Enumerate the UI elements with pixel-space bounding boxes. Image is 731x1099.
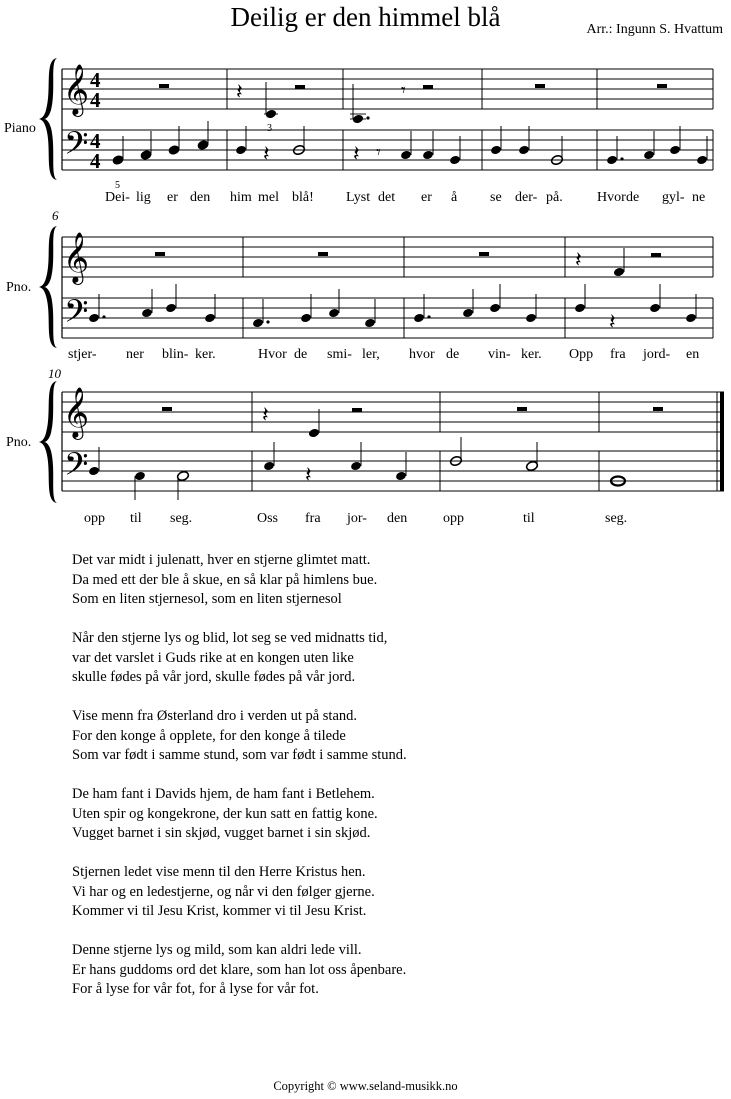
instrument-name: Piano <box>4 121 36 136</box>
verse-line: skulle fødes på vår jord, skulle fødes på vår jord. <box>72 669 356 685</box>
quarter-rest-icon: 𝄽 <box>262 402 269 427</box>
bass-clef-icon: 𝄢 <box>64 448 89 490</box>
lyric-syllable: stjer- <box>68 347 97 362</box>
barlines <box>243 237 713 338</box>
instrument-name: Pno. <box>6 435 32 450</box>
bass-staff <box>62 130 713 170</box>
half-rest-icon <box>295 85 305 89</box>
lyric-syllable: å <box>451 190 458 205</box>
lyrics-line-1 <box>105 190 705 205</box>
half-rest-icon <box>352 408 362 412</box>
lyric-syllable: den <box>190 190 211 205</box>
lyric-syllable: ker. <box>521 347 542 362</box>
eighth-rest-icon: 𝄾 <box>376 142 381 162</box>
lyric-syllable: se <box>490 190 502 205</box>
verse-line: Vi har og en ledestjerne, og når vi den følger gjerne. <box>72 883 375 900</box>
verse-line: Kommer vi til Jesu Krist, kommer vi til Jesu Krist. <box>72 903 367 919</box>
lyric-syllable: de <box>446 347 460 362</box>
lyric-syllable: seg. <box>170 511 193 526</box>
lyric-syllable: ker. <box>195 347 216 362</box>
lyric-syllable: lig <box>136 190 151 205</box>
verse-line: Vise menn fra Østerland dro i verden ut på stand. <box>72 708 358 724</box>
lyric-syllable: fra <box>610 347 626 362</box>
lyrics-line-2 <box>68 347 699 362</box>
lyric-syllable: gyl- <box>662 190 685 205</box>
verse-line: Denne stjerne lys og mild, som kan aldri lede vill. <box>72 942 362 958</box>
whole-rest-icon <box>318 252 328 256</box>
music-score <box>0 0 731 540</box>
lyric-syllable: seg. <box>605 511 628 526</box>
final-barline <box>720 392 724 491</box>
bass-clef-icon: 𝄢 <box>64 127 89 169</box>
verse-line: Da med ett der ble å skue, en så klar på himlens bue. <box>72 571 378 588</box>
time-sig-top: 4 <box>90 129 101 153</box>
lyric-syllable: blå! <box>292 190 314 205</box>
lyric-syllable: Opp <box>569 347 594 362</box>
lyric-syllable: er <box>421 190 432 205</box>
verse-stanza <box>72 941 407 1000</box>
lyric-syllable: Hvor <box>597 190 626 205</box>
whole-rest-icon <box>479 252 489 256</box>
lyric-syllable: blin- <box>162 347 189 362</box>
lyric-syllable: hvor <box>409 347 435 362</box>
treble-staff <box>62 392 724 432</box>
quarter-rest-icon: 𝄽 <box>575 247 582 272</box>
treble-clef-icon: 𝄞 <box>63 65 90 114</box>
lyric-syllable: en <box>686 347 700 362</box>
whole-rest-icon <box>653 407 663 411</box>
barlines <box>227 69 713 170</box>
measure-number: 10 <box>48 366 61 381</box>
lyric-syllable: opp <box>84 511 105 526</box>
quarter-rest-icon: 𝄽 <box>263 141 270 166</box>
verse-line: Er hans guddoms ord det klare, som han lot oss åpenbare. <box>72 961 407 978</box>
lyric-syllable: de <box>294 347 308 362</box>
quarter-rest-icon: 𝄽 <box>305 462 312 487</box>
verse-line: Når den stjerne lys og blid, lot seg se ved midnatts tid, <box>72 630 388 646</box>
verse-line: Vugget barnet i sin skjød, vugget barnet i sin skjød. <box>72 825 371 841</box>
lyric-syllable: ler, <box>362 347 380 362</box>
eighth-rest-icon: 𝄾 <box>401 80 406 100</box>
lyrics-line-3 <box>84 511 627 526</box>
bass-notes-m1 <box>112 121 209 165</box>
lyric-syllable: him <box>230 190 252 205</box>
fingering-number: 5 <box>115 180 120 191</box>
song-title: Deilig er den himmel blå <box>230 2 501 32</box>
lyric-syllable: Oss <box>257 511 279 526</box>
verse-line: Som var født i samme stund, som var født i samme stund. <box>72 747 407 763</box>
lyric-syllable: fra <box>305 511 321 526</box>
time-sig-bottom: 4 <box>90 88 101 112</box>
verses-block <box>72 551 407 1019</box>
half-rest-icon <box>651 253 661 257</box>
verse-line: De ham fant i Davids hjem, de ham fant i Betlehem. <box>72 786 375 802</box>
lyric-syllable: opp <box>443 511 464 526</box>
system-3 <box>6 366 724 526</box>
verse-line: For den konge å opplete, for den konge å tilede <box>72 727 346 744</box>
lyric-syllable: det <box>378 190 396 205</box>
treble-clef-icon: 𝄞 <box>63 233 90 282</box>
lyric-syllable: ne <box>692 190 706 205</box>
arranger-credit: Arr.: Ingunn S. Hvattum <box>586 22 723 37</box>
whole-rest-icon <box>155 252 165 256</box>
lyric-syllable: den <box>387 511 408 526</box>
quarter-rest-icon: 𝄽 <box>353 141 360 166</box>
verse-stanza <box>72 863 407 922</box>
treble-clef-icon: 𝄞 <box>63 388 90 437</box>
lyric-syllable: til <box>130 511 142 526</box>
lyric-syllable: er <box>167 190 178 205</box>
lyric-syllable: jord- <box>643 347 671 362</box>
lyric-syllable: mel <box>258 190 279 205</box>
quarter-rest-icon: 𝄽 <box>236 79 243 104</box>
lyric-syllable: smi- <box>327 347 352 362</box>
treble-staff <box>62 69 713 109</box>
bass-clef-icon: 𝄢 <box>64 295 89 337</box>
time-sig-bottom: 4 <box>90 149 101 173</box>
verse-line: Uten spir og kongekrone, der kun satt en fattig kone. <box>72 805 378 822</box>
verse-stanza <box>72 785 407 844</box>
fingering-number: 3 <box>267 123 272 134</box>
lyric-syllable: til <box>523 511 535 526</box>
lyric-syllable: på. <box>546 190 563 205</box>
whole-rest-icon <box>535 84 545 88</box>
instrument-name: Pno. <box>6 280 32 295</box>
whole-rest-icon <box>657 84 667 88</box>
verse-stanza <box>72 629 407 688</box>
quarter-rest-icon <box>423 85 433 89</box>
time-sig-top: 4 <box>90 68 101 92</box>
whole-rest-icon <box>162 407 172 411</box>
verse-line: Som en liten stjernesol, som en liten stjernesol <box>72 591 342 607</box>
measure-number: 6 <box>52 208 59 223</box>
piano-brace <box>38 226 57 348</box>
lyric-syllable: der- <box>515 190 538 205</box>
lyric-syllable: Hvor <box>258 347 287 362</box>
bass-staff <box>62 451 724 491</box>
piano-brace <box>38 381 57 503</box>
verse-stanza <box>72 707 407 766</box>
lyric-syllable: Dei- <box>105 190 130 205</box>
verse-line: For å lyse for vår fot, for å lyse for vår fot. <box>72 981 319 997</box>
lyric-syllable: jor- <box>347 511 367 526</box>
verse-stanza <box>72 551 407 610</box>
verse-line: Det var midt i julenatt, hver en stjerne glimtet matt. <box>72 552 371 568</box>
system-1 <box>4 58 713 205</box>
lyric-syllable: de <box>626 190 640 205</box>
piano-brace <box>38 58 57 180</box>
verse-line: Stjernen ledet vise menn til den Herre Kristus hen. <box>72 864 366 880</box>
lyric-syllable: Lyst <box>346 190 371 205</box>
quarter-rest-icon: 𝄽 <box>609 309 616 334</box>
lyric-syllable: ner <box>126 347 144 362</box>
verse-line: var det varslet i Guds rike at en kongen uten like <box>72 649 354 666</box>
whole-rest-icon <box>159 84 169 88</box>
whole-rest-icon <box>517 407 527 411</box>
lyric-syllable: vin- <box>488 347 511 362</box>
copyright-notice: Copyright © www.seland-musikk.no <box>273 1079 458 1093</box>
system-2 <box>6 208 713 362</box>
